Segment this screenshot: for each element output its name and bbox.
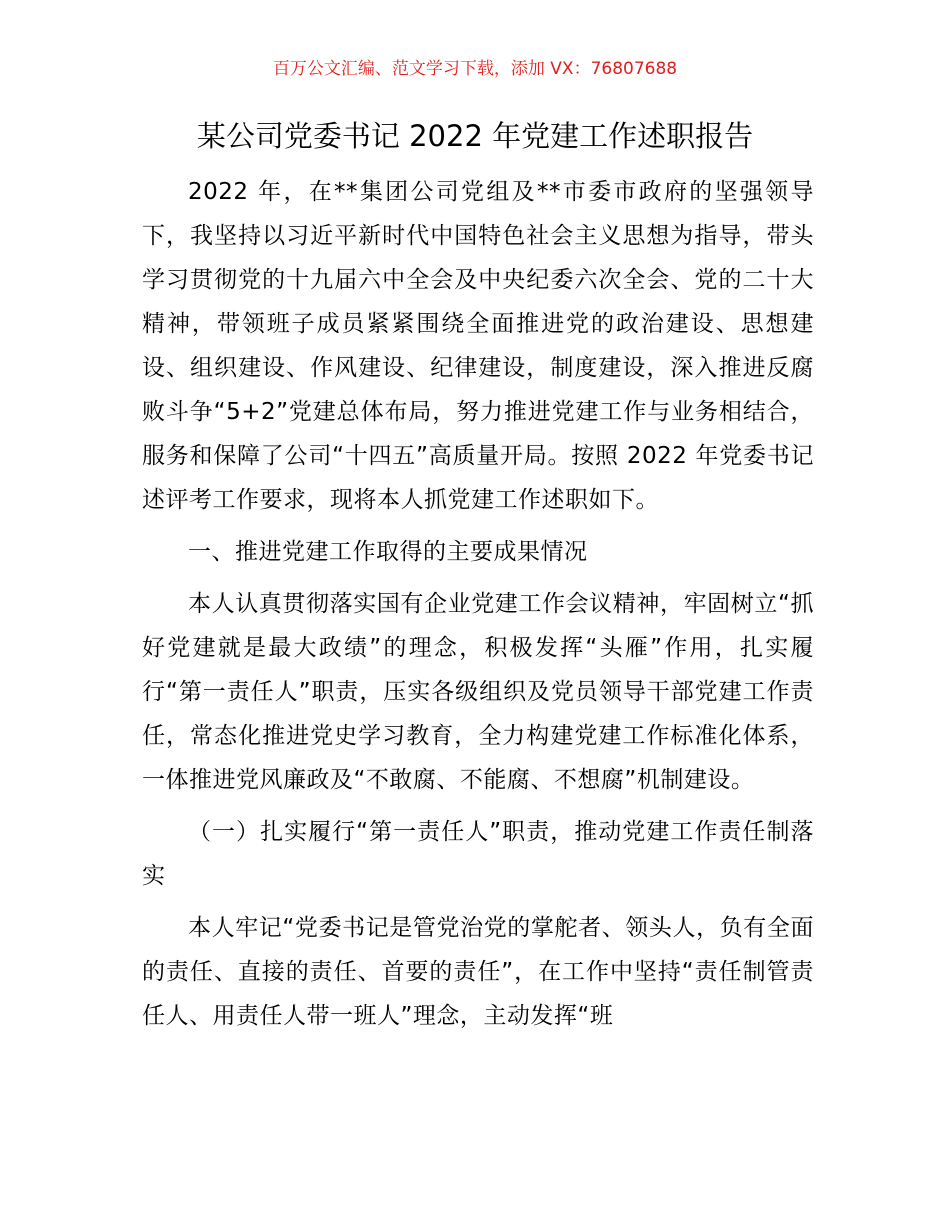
document-body <box>142 170 814 1038</box>
watermark-banner: 百万公文汇编、范文学习下载，添加 VX：76807688 <box>272 59 678 79</box>
paragraph-section-1: 本人认真贯彻落实国有企业党建工作会议精神，牢固树立“抓好党建就是最大政绩”的理念，积极发挥“头雁”作用，扎实履行“第一责任人”职责，压实各级组织及党员领导干部党建工作责任，常态化推进党史学习教育，全力构建党建工作标准化体系，一体推进党风廉政及“不敢腐、不能腐、不想腐”机制建设。 <box>142 591 814 793</box>
document-title: 某公司党委书记 2022 年党建工作述职报告 <box>196 119 754 153</box>
section-heading-1: 一、推进党建工作取得的主要成果情况 <box>188 539 588 565</box>
paragraph-intro: 2022 年，在**集团公司党组及**市委市政府的坚强领导下，我坚持以习近平新时代中国特色社会主义思想为指导，带头学习贯彻党的十九届六中全会及中央纪委六次全会、党的二十大精神，带领班子成员紧紧围绕全面推进党的政治建设、思想建设、组织建设、作风建设、纪律建设，制度建设，深入推进反腐败斗争“5+2”党建总体布局，努力推进党建工作与业务相结合，服务和保障了公司“十四五”高质量开局。按照 2022 年党委书记述评考工作要求，现将本人抓党建工作述职如下。 <box>142 179 814 513</box>
paragraph-subsection-1: 本人牢记“党委书记是管党治党的掌舵者、领头人，负有全面的责任、直接的责任、首要的责任”，在工作中坚持“责任制管责任人、用责任人带一班人”理念，主动发挥“班 <box>142 915 814 1029</box>
subsection-heading-1: （一）扎实履行“第一责任人”职责，推动党建工作责任制落实 <box>142 819 814 889</box>
